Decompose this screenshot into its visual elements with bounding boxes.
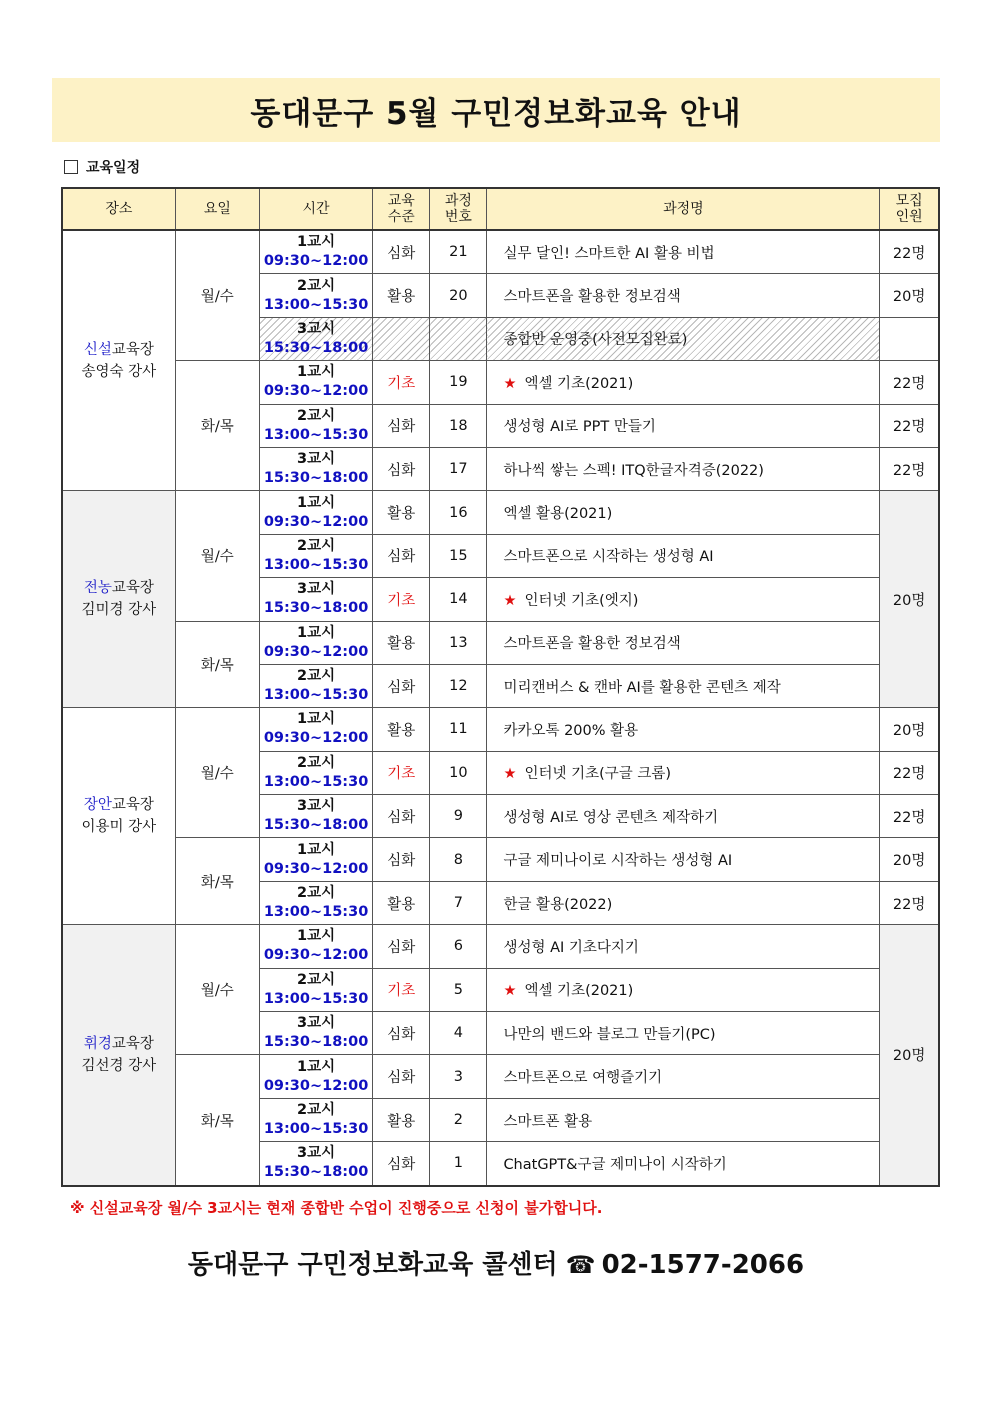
place-suffix: 교육장: [111, 1035, 154, 1052]
time-range: 15:30~18:00: [263, 817, 369, 834]
header-level-line2: 수준: [387, 209, 415, 225]
call-center-label: 동대문구 구민정보화교육 콜센터: [187, 1250, 558, 1280]
time-range: 13:00~15:30: [263, 426, 369, 443]
course-name: 스마트폰을 활용한 정보검색: [487, 621, 880, 664]
day-cell: 월/수: [175, 708, 259, 838]
level-cell: 활용: [373, 491, 430, 534]
phone-number: 02-1577-2066: [601, 1250, 805, 1280]
time-range: 15:30~18:00: [263, 600, 369, 617]
course-name: 엑셀 기초(2021): [524, 375, 634, 392]
course-number: 20: [430, 274, 487, 317]
time-cell: [259, 708, 372, 751]
course-name: ChatGPT&구글 제미나이 시작하기: [487, 1142, 880, 1186]
time-range: 09:30~12:00: [263, 1077, 369, 1094]
call-center-footer: [0, 1244, 992, 1281]
time-cell: [259, 230, 372, 274]
time-range: 09:30~12:00: [263, 947, 369, 964]
period-label: 2교시: [297, 277, 336, 294]
place-suffix: 교육장: [111, 580, 154, 597]
period-label: 2교시: [297, 754, 336, 771]
level-cell: 심화: [373, 1142, 430, 1186]
header-num-line1: 과정: [444, 193, 472, 209]
title-banner: [52, 78, 940, 142]
time-range: 15:30~18:00: [263, 339, 369, 356]
place-name: 장안: [83, 797, 112, 814]
capacity-cell: 22명: [880, 404, 939, 447]
time-cell: [259, 1055, 372, 1098]
time-cell: [259, 795, 372, 838]
course-name: 스마트폰으로 여행즐기기: [487, 1055, 880, 1098]
period-label: 1교시: [297, 494, 336, 511]
time-range: 15:30~18:00: [263, 1164, 369, 1181]
time-cell: [259, 274, 372, 317]
teacher-name: 김선경 강사: [81, 1057, 157, 1074]
capacity-cell: 22명: [880, 361, 939, 404]
period-label: 1교시: [297, 624, 336, 641]
checkbox-icon: [64, 160, 78, 174]
time-cell: [259, 1142, 372, 1186]
place-cell: [62, 491, 175, 708]
time-range: 13:00~15:30: [263, 1121, 369, 1137]
section-label: 교육일정: [86, 160, 141, 176]
day-cell: 월/수: [175, 925, 259, 1055]
time-range: 09:30~12:00: [263, 730, 369, 747]
table-header-row: [62, 188, 939, 230]
capacity-cell: 22명: [880, 751, 939, 794]
course-name: 인터넷 기초(엣지): [524, 592, 639, 609]
place-cell: [62, 708, 175, 925]
teacher-name: 이용미 강사: [81, 819, 157, 836]
level-cell: 심화: [373, 925, 430, 968]
header-course-number: [430, 188, 487, 230]
table-row: [62, 491, 939, 534]
period-label: 2교시: [297, 537, 336, 554]
period-label: 1교시: [297, 841, 336, 858]
time-cell: [259, 317, 372, 360]
place-name: 전농: [83, 580, 112, 597]
table-row: [62, 708, 939, 751]
period-label: 3교시: [297, 320, 336, 337]
time-cell: [259, 534, 372, 577]
course-name: 스마트폰으로 시작하는 생성형 AI: [487, 534, 880, 577]
course-name: 미리캔버스 & 캔바 AI를 활용한 콘텐츠 제작: [487, 664, 880, 707]
header-day: 요일: [175, 188, 259, 230]
level-cell: 활용: [373, 274, 430, 317]
time-range: 13:00~15:30: [263, 773, 369, 790]
place-suffix: 교육장: [111, 797, 154, 814]
course-name-cell: [487, 361, 880, 404]
course-name: 스마트폰 활용: [487, 1098, 880, 1141]
day-cell: 화/목: [175, 838, 259, 925]
header-level-line1: 교육: [387, 193, 415, 209]
page-title: 동대문구 5월 구민정보화교육 안내: [250, 95, 742, 132]
time-range: 15:30~18:00: [263, 1034, 369, 1051]
course-name: 스마트폰을 활용한 정보검색: [487, 274, 880, 317]
header-course-name: 과정명: [487, 188, 880, 230]
time-cell: [259, 751, 372, 794]
course-number-hatched: [430, 317, 487, 360]
course-name: 인터넷 기초(구글 크롬): [524, 766, 672, 783]
capacity-cell: 22명: [880, 230, 939, 274]
capacity-cell-merged: 20명: [880, 925, 939, 1186]
section-heading: [64, 155, 140, 179]
course-number: 18: [430, 404, 487, 447]
course-number: 2: [430, 1098, 487, 1141]
table-row: [62, 838, 939, 881]
table-row: [62, 230, 939, 274]
time-cell: [259, 1098, 372, 1141]
day-cell: 화/목: [175, 361, 259, 491]
time-cell: [259, 491, 372, 534]
table-row: [62, 621, 939, 664]
place-name: 휘경: [83, 1035, 112, 1052]
place-cell: [62, 925, 175, 1186]
time-range: 13:00~15:30: [263, 556, 369, 573]
period-label: 1교시: [297, 364, 336, 381]
period-label: 3교시: [297, 581, 336, 598]
course-number: 16: [430, 491, 487, 534]
header-time: 시간: [259, 188, 372, 230]
level-cell: 기초: [373, 968, 430, 1011]
table-row: [62, 1055, 939, 1098]
star-icon: ★: [503, 766, 517, 783]
time-cell: [259, 838, 372, 881]
time-cell: [259, 404, 372, 447]
time-range: 13:00~15:30: [263, 990, 369, 1007]
course-name: 종합반 운영중(사전모집완료): [487, 317, 880, 360]
course-name: 나만의 밴드와 블로그 만들기(PC): [487, 1012, 880, 1055]
course-number: 12: [430, 664, 487, 707]
level-cell: 활용: [373, 881, 430, 924]
period-label: 2교시: [297, 407, 336, 424]
time-range: 15:30~18:00: [263, 470, 369, 487]
course-number: 15: [430, 534, 487, 577]
header-num-line2: 번호: [444, 209, 472, 225]
period-label: 3교시: [297, 1015, 336, 1032]
teacher-name: 송영숙 강사: [81, 363, 157, 380]
level-cell: 기초: [373, 751, 430, 794]
place-suffix: 교육장: [111, 341, 154, 358]
course-number: 6: [430, 925, 487, 968]
capacity-cell: 20명: [880, 708, 939, 751]
course-name: 생성형 AI로 PPT 만들기: [487, 404, 880, 447]
capacity-cell: [880, 317, 939, 360]
time-cell: [259, 664, 372, 707]
course-number: 17: [430, 447, 487, 490]
level-cell: 심화: [373, 664, 430, 707]
time-cell: [259, 968, 372, 1011]
course-number: 9: [430, 795, 487, 838]
star-icon: ★: [503, 375, 517, 392]
period-label: 1교시: [297, 928, 336, 945]
time-range: 09:30~12:00: [263, 643, 369, 660]
level-cell: 심화: [373, 230, 430, 274]
header-capacity: [880, 188, 939, 230]
time-range: 09:30~12:00: [263, 383, 369, 400]
level-cell: 활용: [373, 1098, 430, 1141]
day-cell: 화/목: [175, 621, 259, 708]
time-cell: [259, 881, 372, 924]
course-number: 5: [430, 968, 487, 1011]
level-cell: 심화: [373, 404, 430, 447]
level-cell: 심화: [373, 1055, 430, 1098]
time-cell: [259, 447, 372, 490]
notice-text: ※ 신설교육장 월/수 3교시는 현재 종합반 수업이 진행중으로 신청이 불가합니다.: [70, 1199, 603, 1217]
course-name: 한글 활용(2022): [487, 881, 880, 924]
place-cell: [62, 230, 175, 491]
time-cell: [259, 578, 372, 621]
level-cell: 심화: [373, 838, 430, 881]
course-name-cell: [487, 968, 880, 1011]
capacity-cell: 20명: [880, 838, 939, 881]
period-label: 2교시: [297, 1102, 336, 1118]
period-label: 3교시: [297, 1145, 336, 1162]
time-cell: [259, 1012, 372, 1055]
course-number: 19: [430, 361, 487, 404]
course-number: 21: [430, 230, 487, 274]
star-icon: ★: [503, 592, 517, 609]
capacity-cell: 22명: [880, 881, 939, 924]
day-cell: 화/목: [175, 1055, 259, 1186]
course-number: 3: [430, 1055, 487, 1098]
period-label: 2교시: [297, 885, 336, 902]
course-name-cell: [487, 751, 880, 794]
period-label: 1교시: [297, 234, 336, 251]
period-label: 1교시: [297, 1058, 336, 1075]
course-name: 실무 달인! 스마트한 AI 활용 비법: [487, 230, 880, 274]
phone-icon: ☎: [565, 1251, 596, 1279]
period-label: 3교시: [297, 451, 336, 468]
course-number: 13: [430, 621, 487, 664]
header-cap-line1: 모집: [895, 193, 923, 209]
time-range: 09:30~12:00: [263, 513, 369, 530]
course-number: 1: [430, 1142, 487, 1186]
header-place: 장소: [62, 188, 175, 230]
course-number: 10: [430, 751, 487, 794]
capacity-cell: 22명: [880, 795, 939, 838]
level-cell: 기초: [373, 578, 430, 621]
course-number: 11: [430, 708, 487, 751]
period-label: 2교시: [297, 971, 336, 988]
course-name-cell: [487, 578, 880, 621]
star-icon: ★: [503, 983, 517, 1000]
capacity-cell-merged: 20명: [880, 491, 939, 708]
table-row: [62, 925, 939, 968]
time-cell: [259, 925, 372, 968]
course-name: 생성형 AI로 영상 콘텐츠 제작하기: [487, 795, 880, 838]
header-cap-line2: 인원: [895, 209, 923, 225]
day-cell: 월/수: [175, 491, 259, 621]
time-range: 13:00~15:30: [263, 904, 369, 921]
level-cell: 심화: [373, 534, 430, 577]
level-cell-hatched: [373, 317, 430, 360]
course-name: 구글 제미나이로 시작하는 생성형 AI: [487, 838, 880, 881]
level-cell: 활용: [373, 621, 430, 664]
time-cell: [259, 361, 372, 404]
course-name: 하나씩 쌓는 스펙! ITQ한글자격증(2022): [487, 447, 880, 490]
course-name: 엑셀 기초(2021): [524, 983, 634, 1000]
course-name: 카카오톡 200% 활용: [487, 708, 880, 751]
period-label: 1교시: [297, 711, 336, 728]
level-cell: 심화: [373, 447, 430, 490]
course-number: 7: [430, 881, 487, 924]
schedule-table: [61, 187, 940, 1187]
day-cell: 월/수: [175, 230, 259, 361]
course-number: 8: [430, 838, 487, 881]
time-range: 09:30~12:00: [263, 253, 369, 270]
course-name: 생성형 AI 기초다지기: [487, 925, 880, 968]
table-row: [62, 361, 939, 404]
time-cell: [259, 621, 372, 664]
period-label: 3교시: [297, 798, 336, 815]
time-range: 09:30~12:00: [263, 860, 369, 877]
header-level: [373, 188, 430, 230]
time-range: 13:00~15:30: [263, 687, 369, 704]
level-cell: 기초: [373, 361, 430, 404]
level-cell: 활용: [373, 708, 430, 751]
course-number: 4: [430, 1012, 487, 1055]
period-label: 2교시: [297, 668, 336, 685]
course-name: 엑셀 활용(2021): [487, 491, 880, 534]
level-cell: 심화: [373, 1012, 430, 1055]
place-name: 신설: [83, 341, 112, 358]
teacher-name: 김미경 강사: [81, 602, 157, 619]
course-number: 14: [430, 578, 487, 621]
time-range: 13:00~15:30: [263, 296, 369, 313]
level-cell: 심화: [373, 795, 430, 838]
capacity-cell: 20명: [880, 274, 939, 317]
capacity-cell: 22명: [880, 447, 939, 490]
